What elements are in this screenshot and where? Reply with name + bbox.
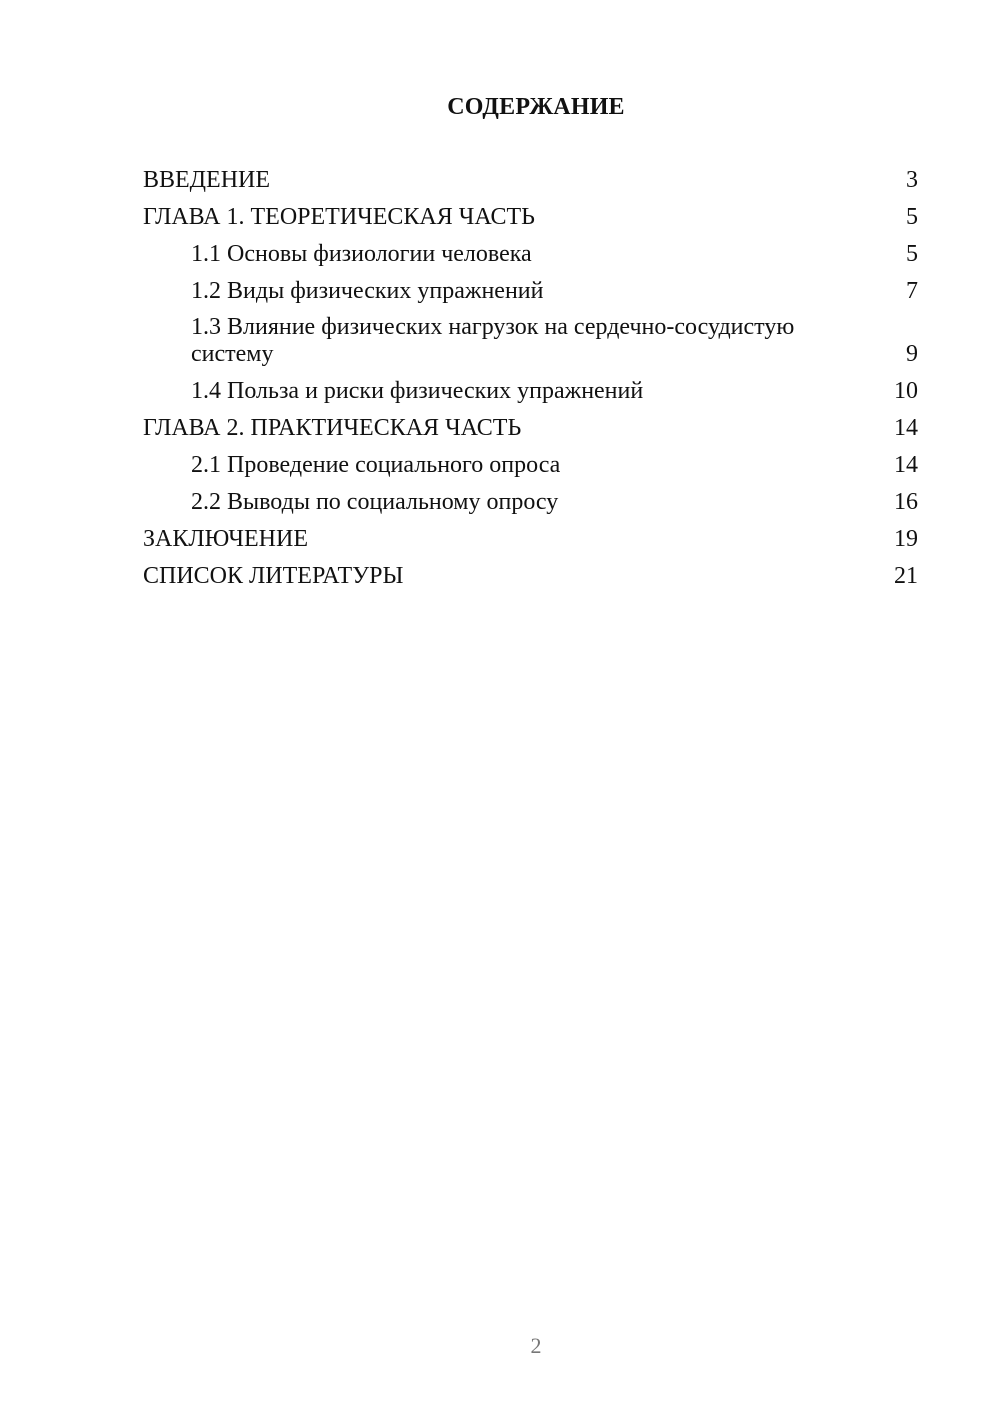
toc-entry-section-1-3[interactable] bbox=[143, 314, 918, 368]
toc-entry-text: ГЛАВА 1. ТЕОРЕТИЧЕСКАЯ ЧАСТЬ bbox=[143, 204, 535, 230]
toc-entry-section-2-2[interactable] bbox=[143, 488, 918, 516]
toc-entry-page: 21 bbox=[894, 563, 918, 589]
toc-entry-page: 5 bbox=[906, 241, 918, 267]
toc-entry-text: ВВЕДЕНИЕ bbox=[143, 167, 271, 193]
toc-entry-conclusion[interactable] bbox=[143, 525, 918, 553]
toc-entry-page: 16 bbox=[894, 489, 918, 515]
toc-entry-section-1-4[interactable] bbox=[143, 377, 918, 405]
toc-entry-page: 5 bbox=[906, 204, 918, 230]
toc-entry-page: 10 bbox=[894, 378, 918, 404]
toc-entry-text: 2.2 Выводы по социальному опросу bbox=[191, 489, 559, 515]
toc-entry-references[interactable] bbox=[143, 562, 918, 590]
toc-entry-text: 1.2 Виды физических упражнений bbox=[191, 278, 544, 304]
table-of-contents bbox=[143, 166, 918, 599]
toc-entry-page: 19 bbox=[894, 526, 918, 552]
toc-entry-page: 3 bbox=[906, 167, 918, 193]
toc-entry-chapter-2[interactable] bbox=[143, 414, 918, 442]
toc-entry-text: 1.1 Основы физиологии человека bbox=[191, 241, 532, 267]
page-title: СОДЕРЖАНИЕ bbox=[447, 94, 625, 120]
page-number: 2 bbox=[530, 1333, 542, 1358]
toc-entry-section-1-1[interactable] bbox=[143, 240, 918, 268]
toc-entry-page: 14 bbox=[894, 452, 918, 478]
toc-entry-page: 9 bbox=[906, 341, 918, 367]
toc-entry-text: СПИСОК ЛИТЕРАТУРЫ bbox=[143, 563, 404, 589]
toc-entry-text: 2.1 Проведение социального опроса bbox=[191, 452, 561, 478]
toc-entry-page: 7 bbox=[906, 278, 918, 304]
toc-entry-chapter-1[interactable] bbox=[143, 203, 918, 231]
toc-entry-text: ЗАКЛЮЧЕНИЕ bbox=[143, 526, 308, 552]
toc-entry-page: 14 bbox=[894, 415, 918, 441]
toc-entry-section-1-2[interactable] bbox=[143, 277, 918, 305]
toc-entry-text: 1.3 Влияние физических нагрузок на сердечно-сосудистую систему bbox=[191, 314, 795, 367]
toc-entry-text: 1.4 Польза и риски физических упражнений bbox=[191, 378, 644, 404]
toc-entry-introduction[interactable] bbox=[143, 166, 918, 194]
toc-entry-section-2-1[interactable] bbox=[143, 451, 918, 479]
toc-entry-text: ГЛАВА 2. ПРАКТИЧЕСКАЯ ЧАСТЬ bbox=[143, 415, 522, 441]
